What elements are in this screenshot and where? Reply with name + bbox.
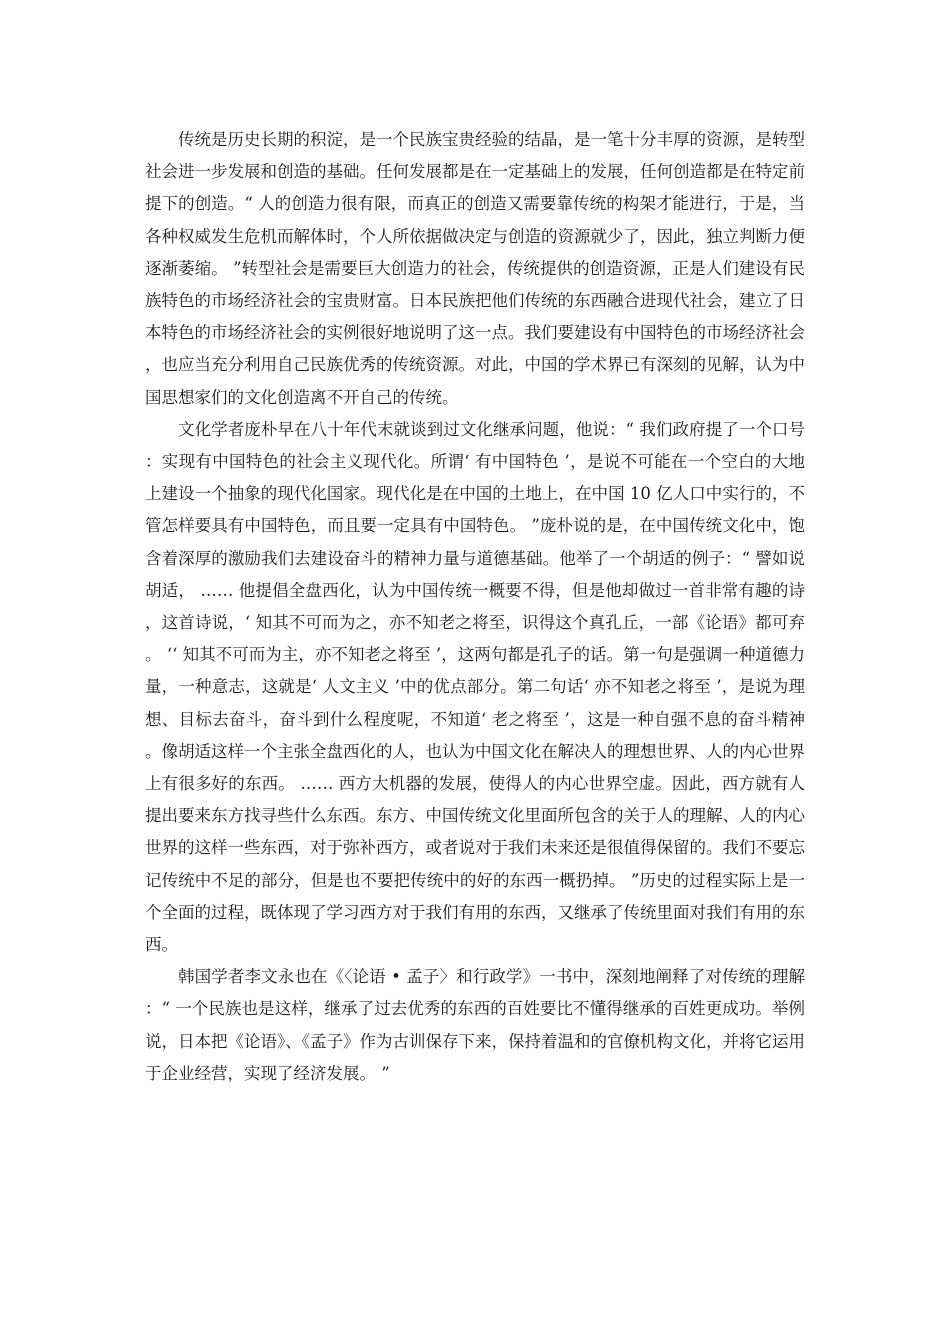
paragraph-1: 传统是历史长期的积淀，是一个民族宝贵经验的结晶，是一笔十分丰厚的资源，是转型社会进一步发展和创造的基础。任何发展都是在一定基础上的发展，任何创造都是在特定前提下的创造。“ 人的创造力很有限，而真正的创造又需要靠传统的构架才能进行，于是，当各种权威发生危机而解体时，个人所依据做决定与创造的资源就少了，因此，独立判断力便逐渐萎缩。 ”转型社会是需要巨大创造力的社会，传统提供的创造资源，正是人们建设有民族特色的市场经济社会的宝贵财富。日本民族把他们传统的东西融合进现代社会，建立了日本特色的市场经济社会的实例很好地说明了这一点。我们要建设有中国特色的市场经济社会，也应当充分利用自己民族优秀的传统资源。对此，中国的学术界已有深刻的见解，认为中国思想家们的文化创造离不开自己的传统。 xyxy=(145,130,805,407)
paragraph-2: 文化学者庞朴早在八十年代末就谈到过文化继承问题，他说：“ 我们政府提了一个口号：实现有中国特色的社会主义现代化。所谓‘ 有中国特色 ’，是说不可能在一个空白的大地上建设一个抽象的现代化国家。现代化是在中国的土地上，在中国 10 亿人口中实行的，不管怎样要具有中国特色，而且要一定具有中国特色。 ”庞朴说的是，在中国传统文化中，饱含着深厚的激励我们去建设奋斗的精神力量与道德基础。他举了一个胡适的例子：“ 譬如说胡适， …… 他提倡全盘西化，认为中国传统一概要不得，但是他却做过一首非常有趣的诗，这首诗说，‘ 知其不可而为之，亦不知老之将至，识得这个真孔丘，一部《论语》都可弃。 ‘‘ 知其不可而为主，亦不知老之将至 ’，这两句都是孔子的话。第一句是强调一种道德力量，一种意志，这就是‘ 人文主义 ’中的优点部分。第二句话‘ 亦不知老之将至 ’，是说为理想、目标去奋斗，奋斗到什么程度呢，不知道‘ 老之将至 ’，这是一种自强不息的奋斗精神。像胡适这样一个主张全盘西化的人，也认为中国文化在解决人的理想世界、人的内心世界上有很多好的东西。 …… 西方大机器的发展，使得人的内心世界空虚。因此，西方就有人提出要来东方找寻些什么东西。东方、中国传统文化里面所包含的关于人的理解、人的内心世界的这样一些东西，对于弥补西方，或者说对于我们未来还是很值得保留的。我们不要忘记传统中不足的部分，但是也不要把传统中的好的东西一概扔掉。 ”历史的过程实际上是一个全面的过程，既体现了学习西方对于我们有用的东西，又继承了传统里面对我们有用的东西。 xyxy=(145,419,805,955)
document-body xyxy=(145,124,805,1090)
paragraph-3: 韩国学者李文永也在《〈论语 • 孟子〉和行政学》一书中，深刻地阐释了对传统的理解：“ 一个民族也是这样，继承了过去优秀的东西的百姓要比不懂得继承的百姓更成功。举例说，日本把《论语》、《孟子》作为古训保存下来，保持着温和的官僚机构文化，并将它运用于企业经营，实现了经济发展。 ” xyxy=(145,967,805,1083)
